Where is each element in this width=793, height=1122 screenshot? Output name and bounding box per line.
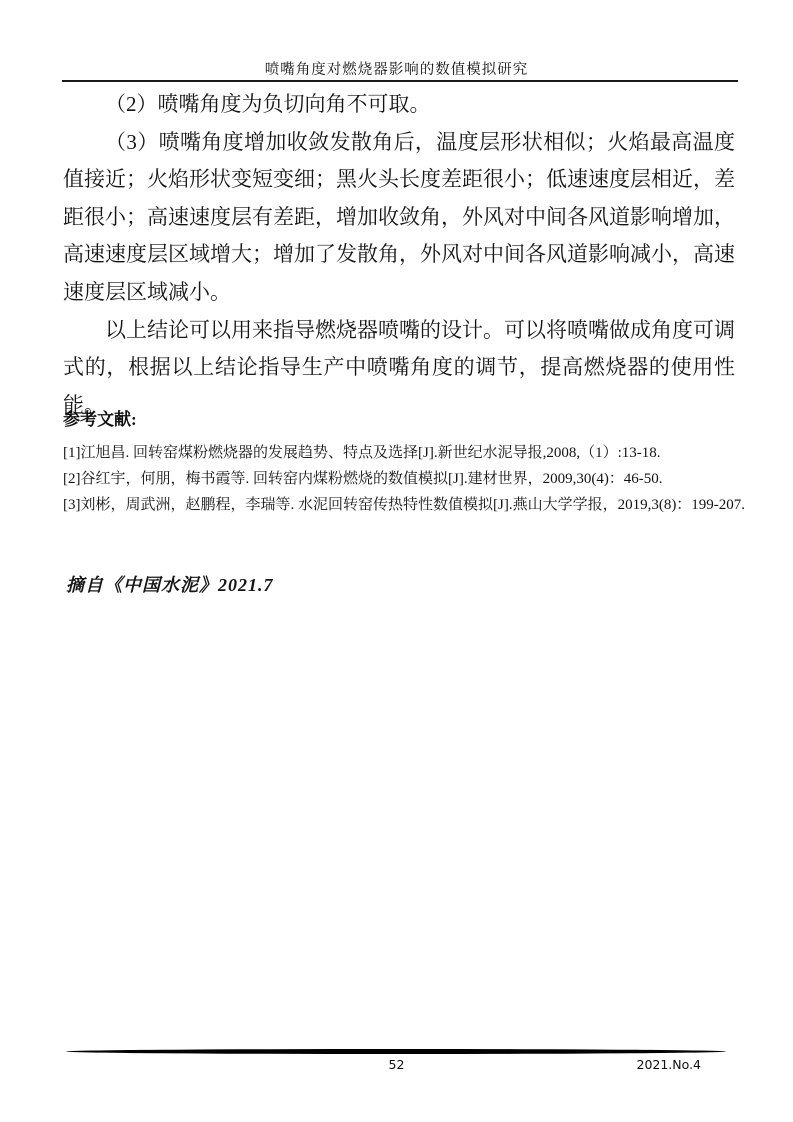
reference-item-2: [2]谷红宇，何朋，梅书霞等. 回转窑内煤粉燃烧的数值模拟[J].建材世界，2009,30(4)：46-50. [63, 471, 663, 487]
reference-item-1: [1]江旭昌. 回转窑煤粉燃烧器的发展趋势、特点及选择[J].新世纪水泥导报,2008,（1）:13-18. [63, 445, 661, 461]
issue-number: 2021.No.4 [636, 1057, 701, 1072]
reference-item-3: [3]刘彬，周武洲，赵鹏程，李瑞等. 水泥回转窑传热特性数值模拟[J].燕山大学学报，2019,3(8)：199-207. [63, 497, 746, 513]
references-heading: 参考文献: [63, 410, 137, 429]
footer-rule [66, 1049, 726, 1054]
source-note: 摘自《中国水泥》2021.7 [66, 575, 274, 595]
paragraph-conclusion-3: （3）喷嘴角度增加收敛发散角后，温度层形状相似；火焰最高温度值接近；火焰形状变短变细；黑火头长度差距很小；低速速度层相近，差距很小；高速速度层有差距，增加收敛角，外风对中间各风道影响增加，高速速度层区域增大；增加了发散角，外风对中间各风道影响减小，高速速度层区域减小。 [63, 129, 735, 304]
paragraph-conclusion-2: （2）喷嘴角度为负切向角不可取。 [105, 92, 431, 116]
running-title: 喷嘴角度对燃烧器影响的数值模拟研究 [264, 62, 529, 78]
page-number: 52 [388, 1057, 405, 1072]
body-text [63, 86, 735, 424]
references-section [63, 405, 763, 518]
paragraph-application-summary: 以上结论可以用来指导燃烧器喷嘴的设计。可以将喷嘴做成角度可调式的，根据以上结论指导生产中喷嘴角度的调节，提高燃烧器的使用性能。 [63, 317, 735, 417]
header-rule [62, 80, 738, 82]
